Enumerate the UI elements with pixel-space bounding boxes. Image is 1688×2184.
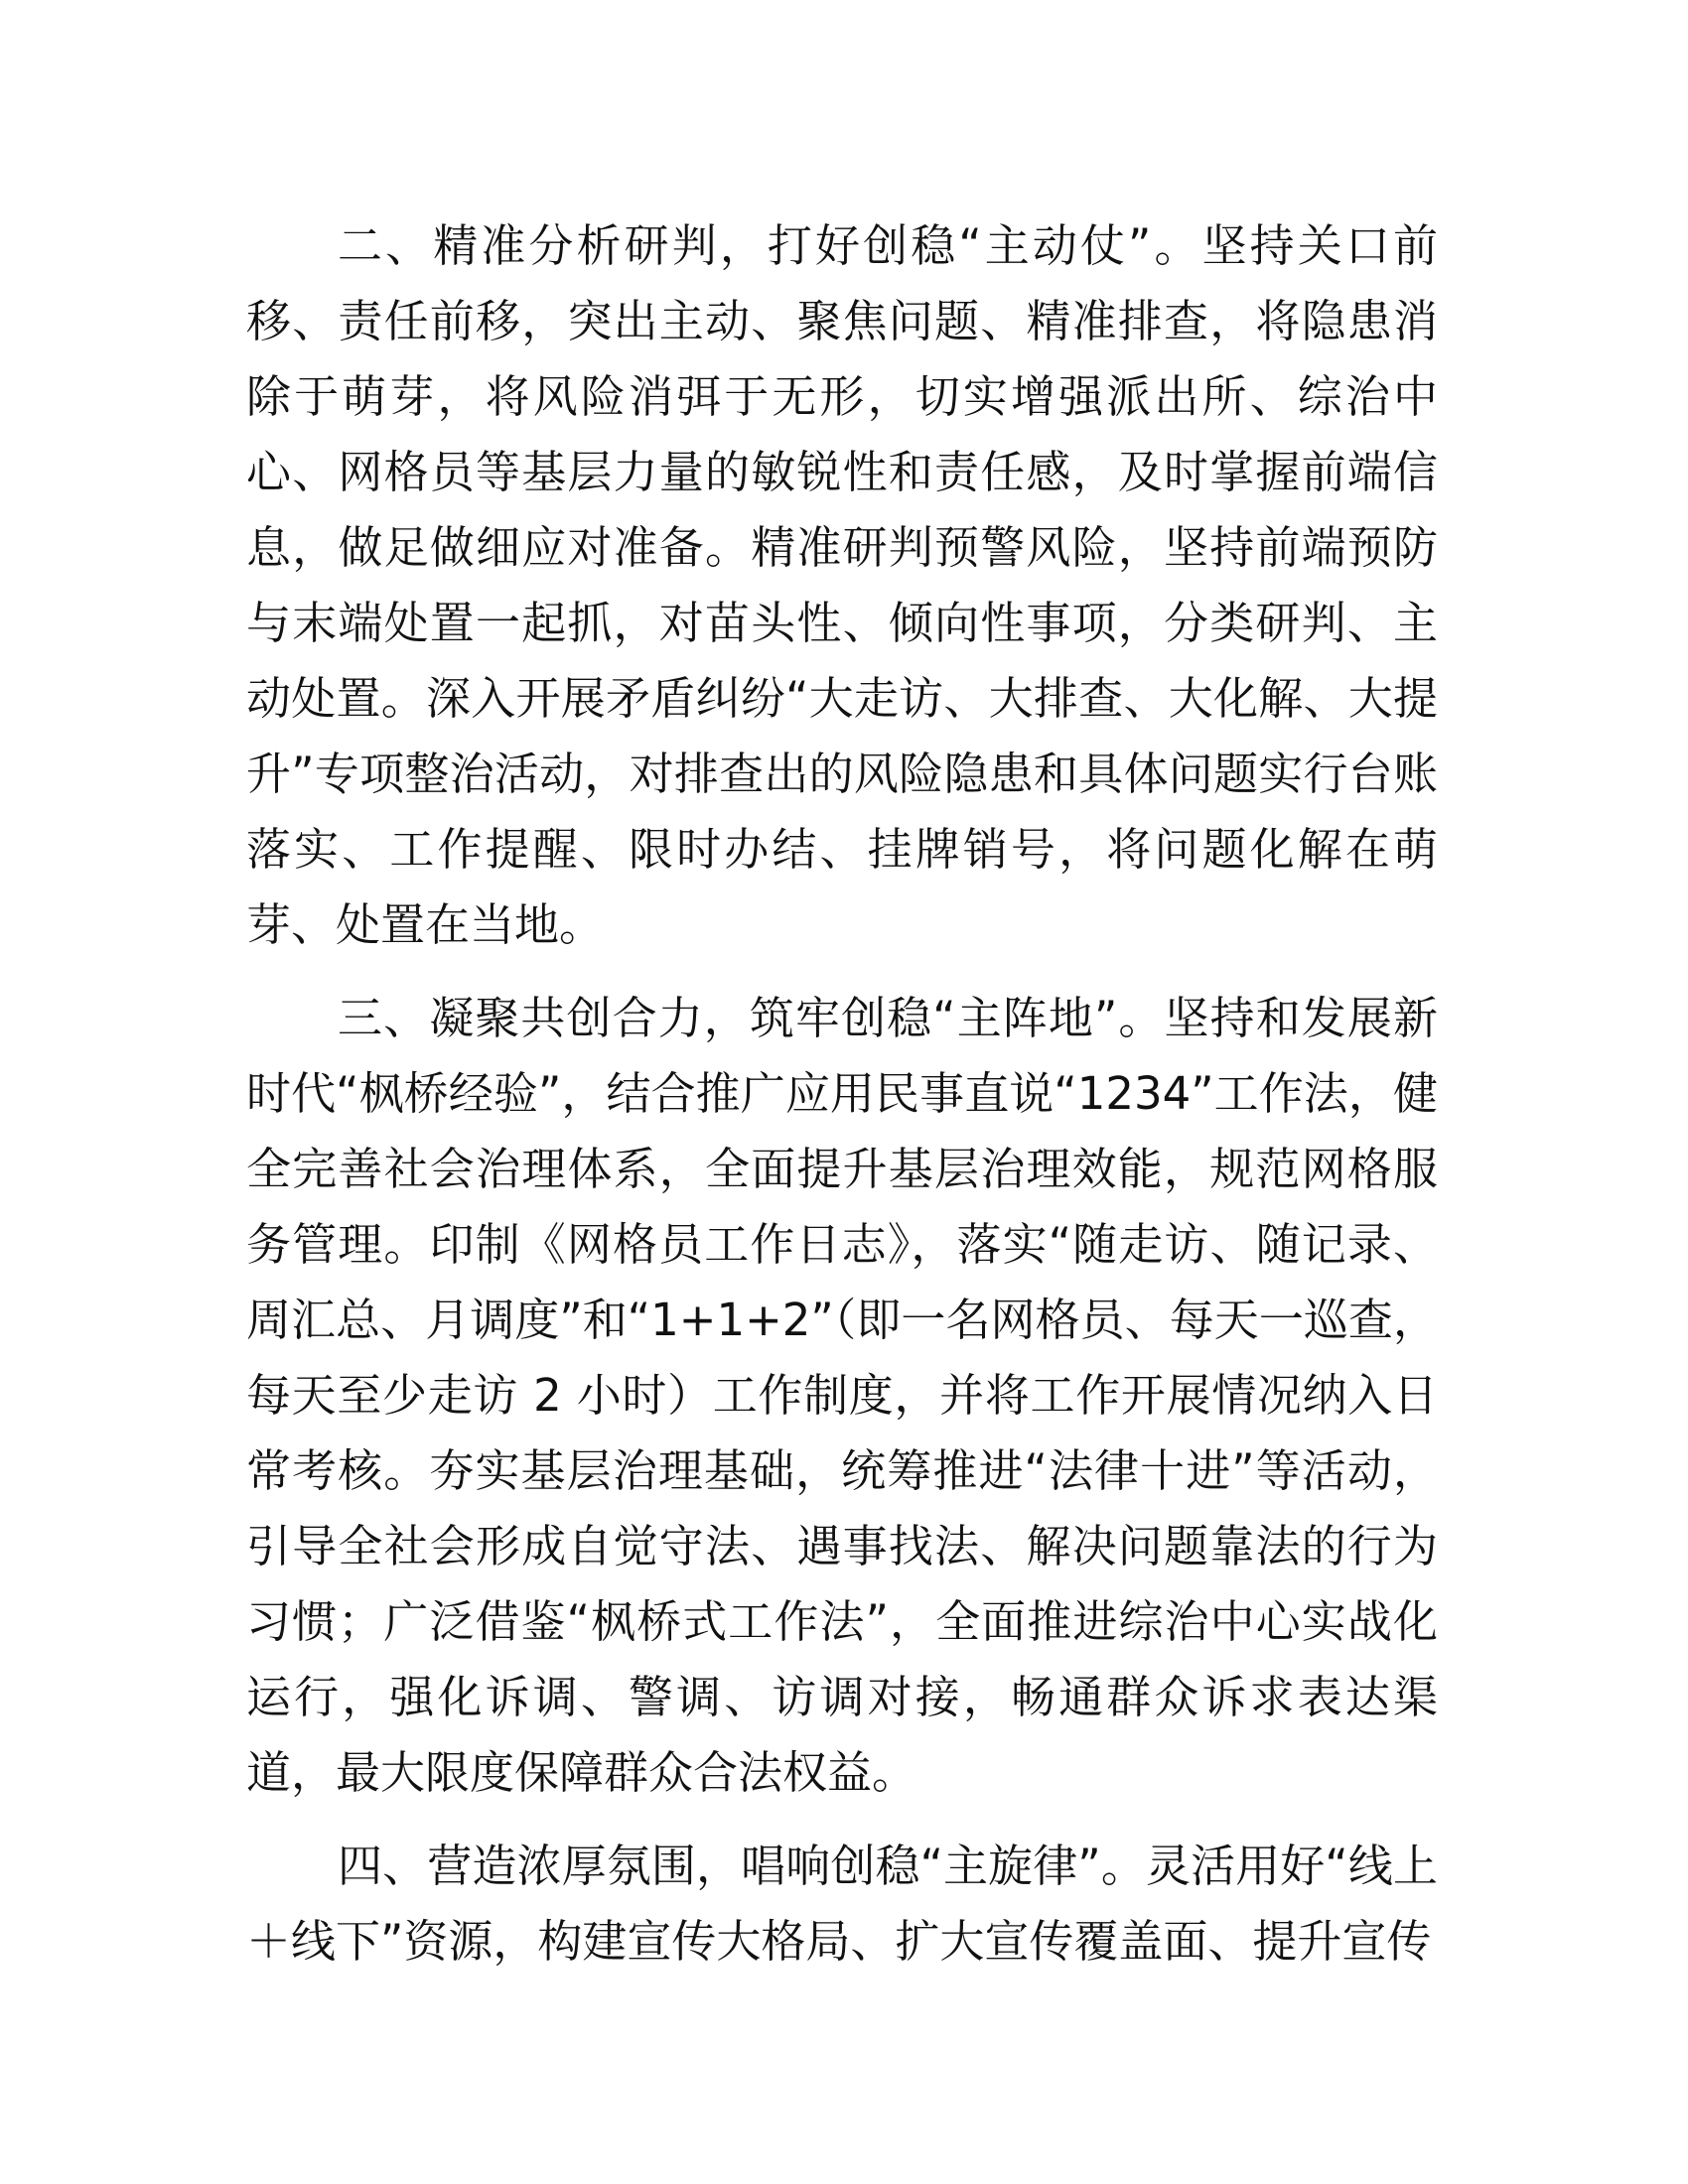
paragraph-section-two: 二、精准分析研判，打好创稳“主动仗”。坚持关口前移、责任前移，突出主动、聚焦问题、精准排查，将隐患消除于萌芽，将风险消弭于无形，切实增强派出所、综治中心、网格员等基层力量的敏锐性和责任感，及时掌握前端信息，做足做细应对准备。精准研判预警风险，坚持前端预防与末端处置一起抓，对苗头性、倾向性事项，分类研判、主动处置。深入开展矛盾纠纷“大走访、大排查、大化解、大提升”专项整治活动，对排查出的风险隐患和具体问题实行台账落实、工作提醒、限时办结、挂牌销号，将问题化解在萌芽、处置在当地。 — [246, 219, 1438, 951]
paragraph-section-three: 三、凝聚共创合力，筑牢创稳“主阵地”。坚持和发展新时代“枫桥经验”，结合推广应用民事直说“1234”工作法，健全完善社会治理体系，全面提升基层治理效能，规范网格服务管理。印制《网格员工作日志》，落实“随走访、随记录、周汇总、月调度”和“1+1+2”（即一名网格员、每天一巡查，每天至少走访 2 小时）工作制度，并将工作开展情况纳入日常考核。夯实基层治理基础，统筹推进“法律十进”等活动，引导全社会形成自觉守法、遇事找法、解决问题靠法的行为习惯；广泛借鉴“枫桥式工作法”，全面推进综治中心实战化运行，强化诉调、警调、访调对接，畅通群众诉求表达渠道，最大限度保障群众合法权益。 — [246, 992, 1438, 1799]
paragraph-section-four: 四、营造浓厚氛围，唱响创稳“主旋律”。灵活用好“线上＋线下”资源，构建宣传大格局、扩大宣传覆盖面、提升宣传 — [246, 1840, 1438, 1968]
document-page — [246, 208, 1438, 1979]
